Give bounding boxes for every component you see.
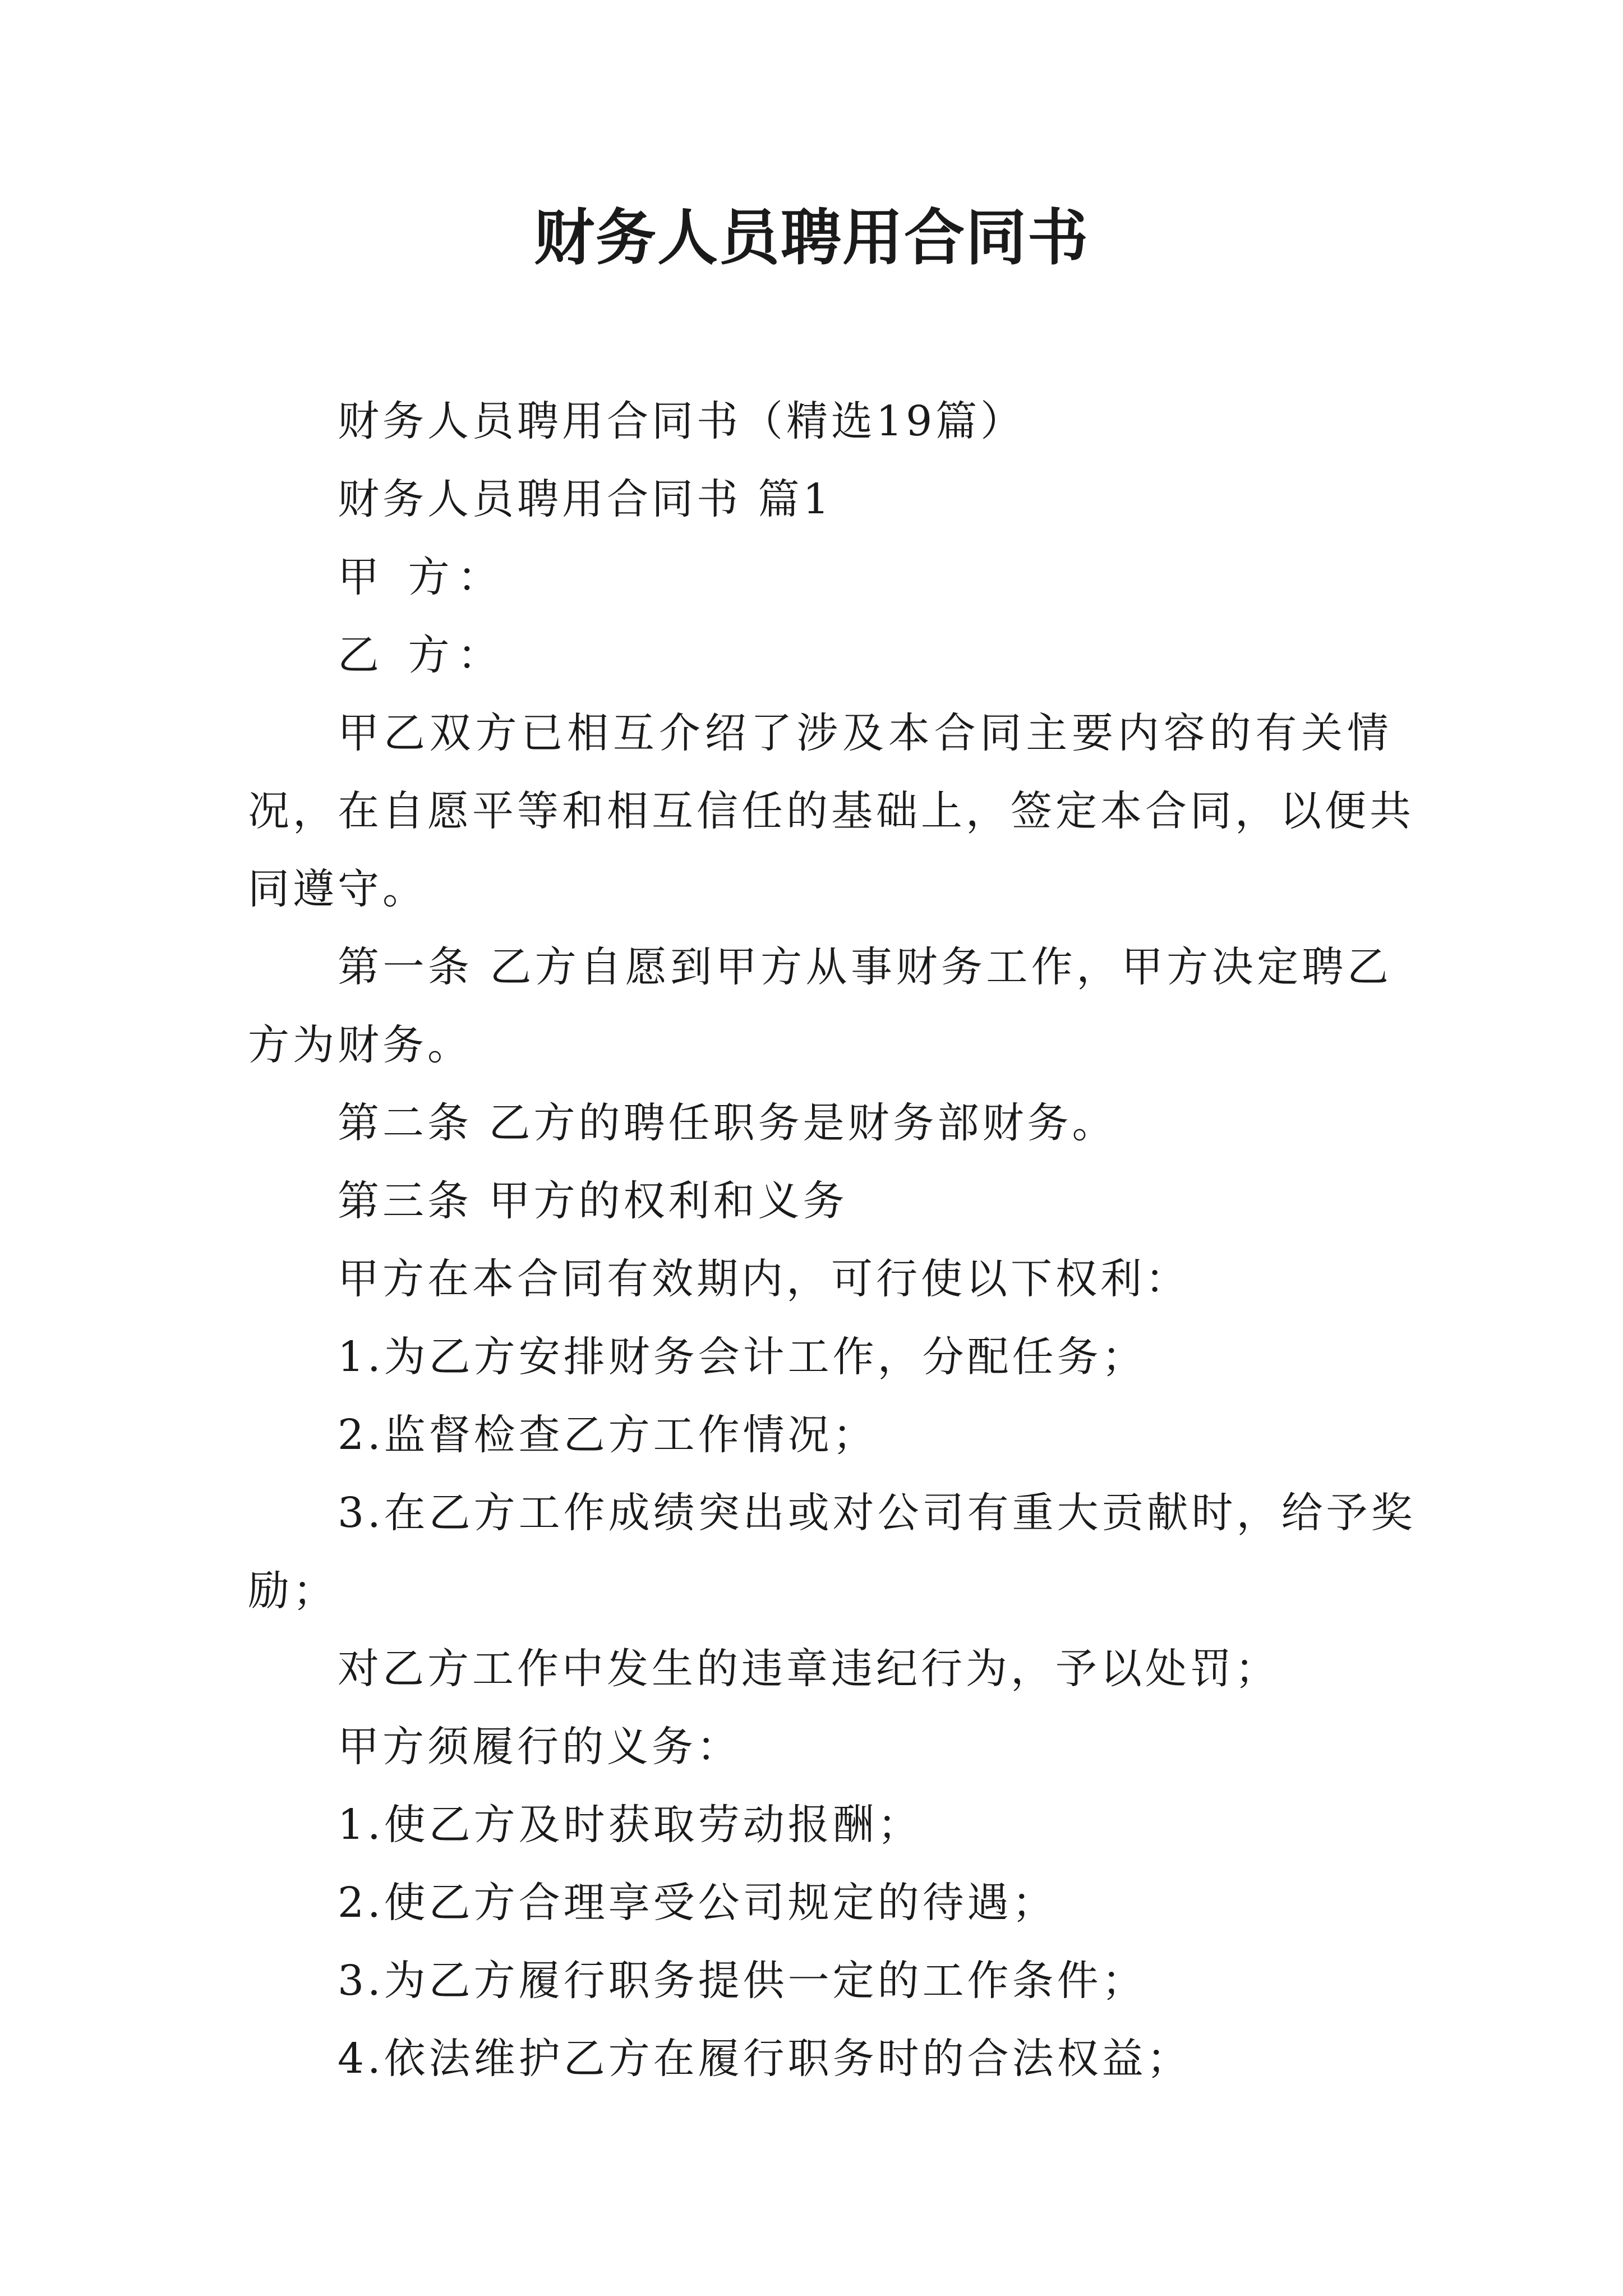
document-line: 2.监督检查乙方工作情况； <box>338 1411 878 1459</box>
document-line: 2.使乙方合理享受公司规定的待遇； <box>338 1879 1057 1927</box>
document-line: 同遵守。 <box>248 865 427 913</box>
document-line: 第二条 乙方的聘任职务是财务部财务。 <box>338 1099 1117 1147</box>
document-line: 况，在自愿平等和相互信任的基础上，签定本合同，以便共 <box>248 787 1414 835</box>
document-line: 第三条 甲方的权利和义务 <box>338 1177 848 1225</box>
document-line: 甲 方： <box>338 553 507 601</box>
document-line: 第一条 乙方自愿到甲方从事财务工作，甲方决定聘乙 <box>338 943 1392 991</box>
document-line: 1.使乙方及时获取劳动报酬； <box>338 1801 923 1849</box>
document-line: 甲乙双方已相互介绍了涉及本合同主要内容的有关情 <box>338 709 1392 757</box>
document-line: 对乙方工作中发生的违章违纪行为，予以处罚； <box>338 1645 1280 1693</box>
document-line: 励； <box>248 1567 338 1615</box>
document-line: 财务人员聘用合同书 篇1 <box>338 475 833 523</box>
document-line: 3.在乙方工作成绩突出或对公司有重大贡献时，给予奖 <box>338 1489 1416 1537</box>
document-line: 3.为乙方履行职务提供一定的工作条件； <box>338 1957 1147 2005</box>
document-line: 方为财务。 <box>248 1021 472 1069</box>
document-line: 甲方在本合同有效期内，可行使以下权利： <box>338 1255 1190 1303</box>
document-body <box>248 383 1416 2098</box>
document-line: 甲方须履行的义务： <box>338 1723 741 1771</box>
document-line: 乙 方： <box>338 631 507 679</box>
document-title: 财务人员聘用合同书 <box>533 203 1089 273</box>
document-line: 4.依法维护乙方在履行职务时的合法权益； <box>338 2035 1192 2083</box>
document-line: 1.为乙方安排财务会计工作，分配任务； <box>338 1333 1147 1381</box>
document-line: 财务人员聘用合同书（精选19篇） <box>338 397 1026 445</box>
